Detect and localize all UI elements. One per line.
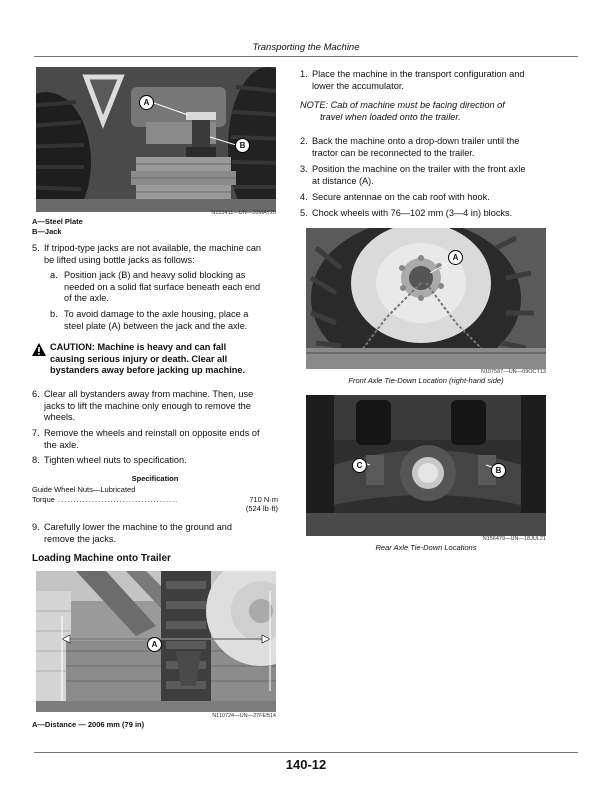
- step-7: 7. Remove the wheels and reinstall on opposite ends of the axle.: [32, 428, 260, 450]
- figure-id: N151411—UN—26MAY20: [211, 210, 276, 216]
- spec-subtitle: Guide Wheel Nuts—Lubricated: [32, 485, 136, 494]
- step-6: 6. Clear all bystanders away from machine. Then, use jacks to lift the machine only enough to remove the wheels.: [32, 389, 254, 422]
- right-step-5: 5. Chock wheels with 76—102 mm (3—4 in) blocks.: [300, 208, 513, 218]
- right-step-3: 3. Position the machine on the trailer with the front axle at distance (A).: [300, 164, 526, 186]
- substep-a: a. Position jack (B) and heavy solid blocking as needed on a solid flat surface beneath each end of the axle.: [50, 270, 261, 303]
- page-number: 140-12: [285, 757, 327, 772]
- right-step-4: 4. Secure antennae on the cab roof with hook.: [300, 192, 490, 202]
- distance-caption: A—Distance — 2006 mm (79 in): [32, 720, 145, 729]
- callout-a: A: [139, 95, 154, 110]
- caption-a: A—Steel Plate: [32, 217, 83, 226]
- callout-distance-a: A: [147, 637, 162, 652]
- rear-axle-photo: [306, 395, 546, 536]
- caption-b: B—Jack: [32, 227, 62, 236]
- callout-rear-b: B: [491, 463, 506, 478]
- jack-photo: [36, 67, 276, 212]
- warning-icon: [32, 343, 46, 357]
- step-5-jacks: 5. If tripod-type jacks are not available, the machine can be lifted using bottle jacks as follows:: [32, 243, 262, 265]
- spec-title: Specification: [131, 474, 179, 483]
- step-9: 9. Carefully lower the machine to the ground and remove the jacks.: [32, 522, 232, 544]
- substep-b: b. To avoid damage to the axle housing, place a steel plate (A) between the jack and the axle.: [50, 309, 249, 331]
- rear-figure-id: N156479—UN—18JUL21: [482, 536, 546, 542]
- spec-torque-alt: (524 lb·ft): [245, 504, 278, 513]
- right-step-2: 2. Back the machine onto a drop-down trailer until the tractor can be reconnected to the trailer.: [300, 136, 520, 158]
- front-axle-photo: [306, 228, 546, 369]
- loading-figure-id: N110724—UN—27FEB14: [212, 713, 276, 719]
- front-figure-id: N107587—UN—09OCT13: [480, 369, 546, 375]
- right-step-1: 1. Place the machine in the transport configuration and lower the accumulator.: [300, 69, 525, 91]
- trailer-photo: [36, 571, 276, 712]
- loading-heading: Loading Machine onto Trailer: [32, 553, 171, 564]
- callout-rear-c: C: [352, 458, 367, 473]
- front-axle-caption: Front Axle Tie-Down Location (right-hand side): [348, 376, 504, 385]
- page-header: Transporting the Machine: [252, 42, 360, 53]
- caution-text: CAUTION: Machine is heavy and can fall causing serious injury or death. Clear all bystanders away before jacking up machine.: [50, 342, 246, 375]
- callout-front-a: A: [448, 250, 463, 265]
- step-8: 8. Tighten wheel nuts to specification.: [32, 455, 187, 465]
- header-rule: [34, 56, 578, 57]
- callout-b: B: [235, 138, 250, 153]
- spec-torque-row: Torque ....................................... 710 N·m: [32, 495, 278, 504]
- rear-axle-caption: Rear Axle Tie-Down Locations: [375, 543, 477, 552]
- note-cab-direction: NOTE: Cab of machine must be facing direction of travel when loaded onto the trailer.: [300, 100, 505, 122]
- footer-rule: [34, 752, 578, 753]
